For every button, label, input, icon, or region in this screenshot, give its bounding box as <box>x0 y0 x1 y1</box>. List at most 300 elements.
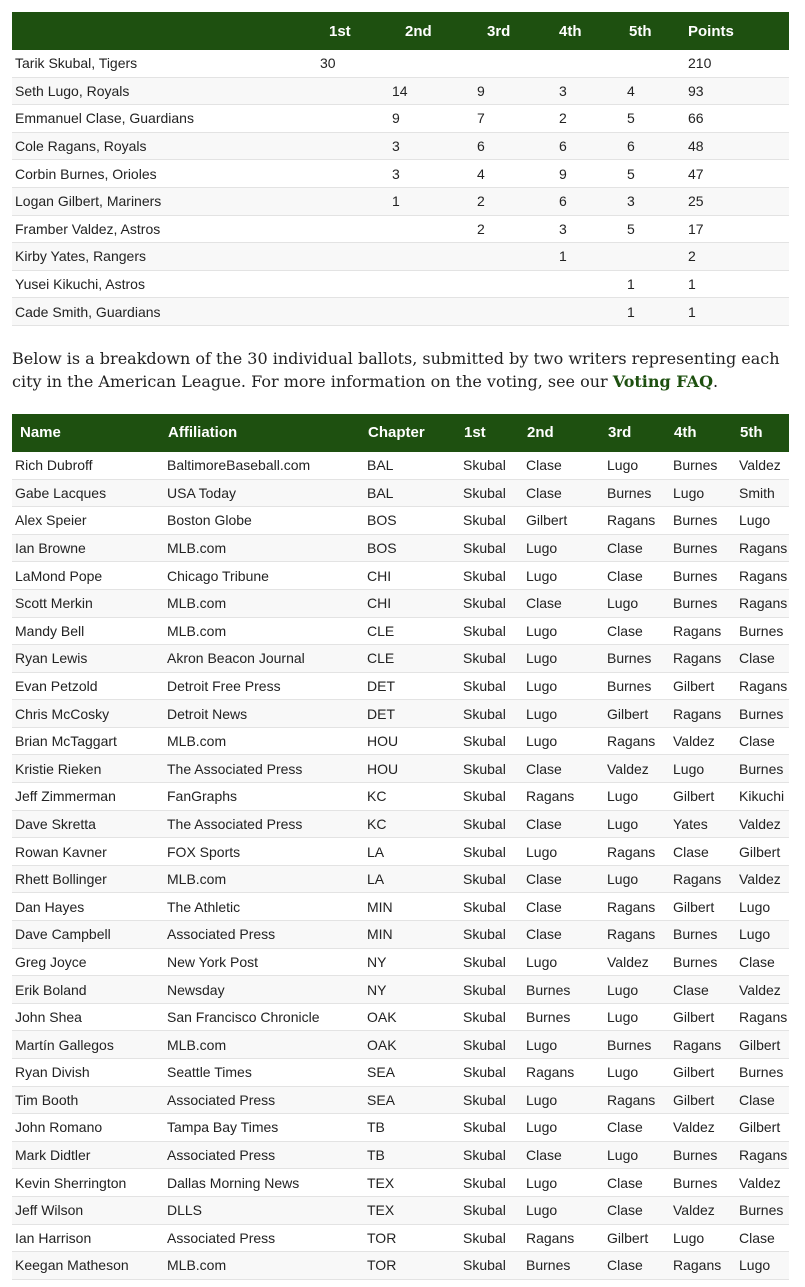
voter-name-cell: Rhett Bollinger <box>12 865 164 893</box>
fifth-place-cell: Burnes <box>736 1196 789 1224</box>
first-place-cell: Skubal <box>460 1003 523 1031</box>
affiliation-cell: FanGraphs <box>164 783 364 811</box>
player-name-cell: Corbin Burnes, Orioles <box>12 160 320 188</box>
vote-count-cell <box>320 187 391 215</box>
chapter-cell: LA <box>364 865 460 893</box>
ballot-row <box>12 783 789 811</box>
voter-name-cell: Chris McCosky <box>12 700 164 728</box>
chapter-cell: NY <box>364 948 460 976</box>
fourth-place-cell: Burnes <box>670 1169 736 1197</box>
fifth-place-cell: Clase <box>736 1224 789 1252</box>
affiliation-cell: Detroit News <box>164 700 364 728</box>
third-place-cell: Lugo <box>604 810 670 838</box>
chapter-cell: SEA <box>364 1086 460 1114</box>
fifth-place-cell: Ragans <box>736 562 789 590</box>
first-place-cell: Skubal <box>460 921 523 949</box>
affiliation-cell: MLB.com <box>164 727 364 755</box>
third-place-cell: Valdez <box>604 948 670 976</box>
fifth-place-cell: Ragans <box>736 1141 789 1169</box>
vote-count-cell: 4 <box>468 160 540 188</box>
vote-count-cell: 1 <box>685 298 789 326</box>
fifth-place-cell: Valdez <box>736 976 789 1004</box>
vote-count-cell: 9 <box>391 105 468 133</box>
third-place-cell: Ragans <box>604 1086 670 1114</box>
vote-count-cell <box>391 243 468 271</box>
second-place-cell: Lugo <box>523 838 604 866</box>
vote-count-cell: 2 <box>468 187 540 215</box>
vote-totals-row <box>12 298 789 326</box>
first-place-cell: Skubal <box>460 1031 523 1059</box>
first-place-cell: Skubal <box>460 479 523 507</box>
fifth-place-cell: Lugo <box>736 921 789 949</box>
player-name-cell: Cade Smith, Guardians <box>12 298 320 326</box>
first-place-cell: Skubal <box>460 1059 523 1087</box>
vote-count-cell: 3 <box>391 132 468 160</box>
fourth-place-cell: Ragans <box>670 645 736 673</box>
affiliation-cell: MLB.com <box>164 589 364 617</box>
second-place-cell: Lugo <box>523 948 604 976</box>
first-place-cell: Skubal <box>460 534 523 562</box>
fifth-place-cell: Clase <box>736 948 789 976</box>
third-place-cell: Clase <box>604 1114 670 1142</box>
fifth-place-cell: Clase <box>736 645 789 673</box>
fourth-place-cell: Burnes <box>670 1141 736 1169</box>
vote-count-cell: 7 <box>468 105 540 133</box>
second-place-cell: Burnes <box>523 976 604 1004</box>
second-place-cell: Lugo <box>523 1031 604 1059</box>
ballot-row <box>12 1252 789 1280</box>
voter-name-cell: Ian Harrison <box>12 1224 164 1252</box>
affiliation-cell: Associated Press <box>164 1224 364 1252</box>
vote-count-cell: 6 <box>540 187 613 215</box>
second-place-cell: Lugo <box>523 562 604 590</box>
chapter-cell: TEX <box>364 1169 460 1197</box>
voter-name-cell: Dave Campbell <box>12 921 164 949</box>
ballot-row <box>12 893 789 921</box>
first-place-cell: Skubal <box>460 1224 523 1252</box>
voter-name-cell: Scott Merkin <box>12 589 164 617</box>
vote-count-cell <box>320 160 391 188</box>
third-place-cell: Gilbert <box>604 1224 670 1252</box>
vote-count-cell <box>468 270 540 298</box>
fourth-place-cell: Burnes <box>670 562 736 590</box>
second-place-cell: Clase <box>523 865 604 893</box>
fourth-place-cell: Lugo <box>670 479 736 507</box>
chapter-cell: MIN <box>364 921 460 949</box>
vote-count-cell: 1 <box>540 243 613 271</box>
first-place-cell: Skubal <box>460 589 523 617</box>
first-place-cell: Skubal <box>460 893 523 921</box>
fifth-place-cell: Ragans <box>736 534 789 562</box>
fourth-place-cell: Lugo <box>670 755 736 783</box>
affiliation-cell: MLB.com <box>164 1252 364 1280</box>
voter-name-cell: Mark Didtler <box>12 1141 164 1169</box>
chapter-cell: NY <box>364 976 460 1004</box>
fifth-place-cell: Gilbert <box>736 838 789 866</box>
affiliation-cell: Associated Press <box>164 1086 364 1114</box>
vote-totals-header-cell: Points <box>688 22 734 40</box>
voter-name-cell: Ian Browne <box>12 534 164 562</box>
vote-count-cell: 1 <box>613 270 685 298</box>
intro-end: . <box>713 371 719 391</box>
affiliation-cell: Akron Beacon Journal <box>164 645 364 673</box>
affiliation-cell: USA Today <box>164 479 364 507</box>
second-place-cell: Clase <box>523 810 604 838</box>
second-place-cell: Lugo <box>523 617 604 645</box>
vote-totals-row <box>12 187 789 215</box>
second-place-cell: Clase <box>523 921 604 949</box>
first-place-cell: Skubal <box>460 700 523 728</box>
first-place-cell: Skubal <box>460 562 523 590</box>
fifth-place-cell: Valdez <box>736 865 789 893</box>
chapter-cell: BOS <box>364 507 460 535</box>
second-place-cell: Lugo <box>523 727 604 755</box>
player-name-cell: Cole Ragans, Royals <box>12 132 320 160</box>
voter-name-cell: Kevin Sherrington <box>12 1169 164 1197</box>
fifth-place-cell: Lugo <box>736 1252 789 1280</box>
fourth-place-cell: Gilbert <box>670 672 736 700</box>
ballot-row <box>12 810 789 838</box>
voter-name-cell: Rich Dubroff <box>12 452 164 479</box>
vote-count-cell: 30 <box>320 50 391 77</box>
fourth-place-cell: Burnes <box>670 921 736 949</box>
fourth-place-cell: Burnes <box>670 507 736 535</box>
ballot-row <box>12 1003 789 1031</box>
ballot-row <box>12 727 789 755</box>
second-place-cell: Burnes <box>523 1252 604 1280</box>
vote-count-cell <box>320 77 391 105</box>
first-place-cell: Skubal <box>460 452 523 479</box>
fifth-place-cell: Burnes <box>736 617 789 645</box>
fourth-place-cell: Lugo <box>670 1224 736 1252</box>
voter-name-cell: Jeff Zimmerman <box>12 783 164 811</box>
second-place-cell: Clase <box>523 1141 604 1169</box>
affiliation-cell: MLB.com <box>164 534 364 562</box>
third-place-cell: Valdez <box>604 755 670 783</box>
vote-count-cell: 3 <box>540 215 613 243</box>
vote-count-cell <box>468 298 540 326</box>
fourth-place-cell: Yates <box>670 810 736 838</box>
second-place-cell: Lugo <box>523 1086 604 1114</box>
ballots-header-cell: Affiliation <box>168 424 238 442</box>
fourth-place-cell: Ragans <box>670 1031 736 1059</box>
voter-name-cell: Greg Joyce <box>12 948 164 976</box>
vote-count-cell <box>320 215 391 243</box>
third-place-cell: Clase <box>604 534 670 562</box>
vote-count-cell: 2 <box>685 243 789 271</box>
vote-count-cell <box>391 298 468 326</box>
player-name-cell: Framber Valdez, Astros <box>12 215 320 243</box>
fourth-place-cell: Ragans <box>670 865 736 893</box>
fourth-place-cell: Ragans <box>670 617 736 645</box>
fifth-place-cell: Clase <box>736 727 789 755</box>
ballot-row <box>12 1196 789 1224</box>
voter-name-cell: Brian McTaggart <box>12 727 164 755</box>
third-place-cell: Lugo <box>604 976 670 1004</box>
voter-name-cell: Tim Booth <box>12 1086 164 1114</box>
second-place-cell: Ragans <box>523 1224 604 1252</box>
individual-ballots-table <box>12 414 789 1280</box>
fourth-place-cell: Clase <box>670 976 736 1004</box>
vote-count-cell <box>468 243 540 271</box>
second-place-cell: Clase <box>523 755 604 783</box>
first-place-cell: Skubal <box>460 810 523 838</box>
chapter-cell: LA <box>364 838 460 866</box>
vote-count-cell <box>391 215 468 243</box>
first-place-cell: Skubal <box>460 1169 523 1197</box>
third-place-cell: Ragans <box>604 727 670 755</box>
vote-totals-row <box>12 105 789 133</box>
vote-count-cell: 47 <box>685 160 789 188</box>
vote-count-cell: 210 <box>685 50 789 77</box>
third-place-cell: Clase <box>604 1196 670 1224</box>
first-place-cell: Skubal <box>460 727 523 755</box>
ballot-row <box>12 976 789 1004</box>
vote-count-cell: 5 <box>613 105 685 133</box>
vote-count-cell: 9 <box>540 160 613 188</box>
second-place-cell: Gilbert <box>523 507 604 535</box>
ballot-row <box>12 672 789 700</box>
fifth-place-cell: Gilbert <box>736 1031 789 1059</box>
chapter-cell: KC <box>364 783 460 811</box>
second-place-cell: Lugo <box>523 1169 604 1197</box>
voter-name-cell: Dave Skretta <box>12 810 164 838</box>
ballots-header-cell: 2nd <box>527 424 554 442</box>
vote-count-cell <box>613 243 685 271</box>
ballot-row <box>12 1169 789 1197</box>
ballot-row <box>12 838 789 866</box>
vote-totals-header-cell: 5th <box>629 22 652 40</box>
affiliation-cell: The Associated Press <box>164 810 364 838</box>
fifth-place-cell: Kikuchi <box>736 783 789 811</box>
voter-name-cell: Mandy Bell <box>12 617 164 645</box>
vote-count-cell: 4 <box>613 77 685 105</box>
third-place-cell: Gilbert <box>604 700 670 728</box>
third-place-cell: Ragans <box>604 507 670 535</box>
third-place-cell: Ragans <box>604 921 670 949</box>
fifth-place-cell: Ragans <box>736 589 789 617</box>
affiliation-cell: MLB.com <box>164 865 364 893</box>
first-place-cell: Skubal <box>460 783 523 811</box>
voter-name-cell: LaMond Pope <box>12 562 164 590</box>
third-place-cell: Ragans <box>604 838 670 866</box>
chapter-cell: TOR <box>364 1224 460 1252</box>
player-name-cell: Seth Lugo, Royals <box>12 77 320 105</box>
vote-count-cell: 3 <box>540 77 613 105</box>
third-place-cell: Lugo <box>604 865 670 893</box>
second-place-cell: Clase <box>523 589 604 617</box>
fourth-place-cell: Burnes <box>670 589 736 617</box>
third-place-cell: Ragans <box>604 893 670 921</box>
chapter-cell: DET <box>364 700 460 728</box>
affiliation-cell: Seattle Times <box>164 1059 364 1087</box>
vote-count-cell <box>540 270 613 298</box>
fourth-place-cell: Gilbert <box>670 1059 736 1087</box>
player-name-cell: Kirby Yates, Rangers <box>12 243 320 271</box>
vote-totals-header-cell: 2nd <box>405 22 432 40</box>
fourth-place-cell: Ragans <box>670 1252 736 1280</box>
chapter-cell: TB <box>364 1114 460 1142</box>
affiliation-cell: Chicago Tribune <box>164 562 364 590</box>
second-place-cell: Clase <box>523 893 604 921</box>
second-place-cell: Ragans <box>523 1059 604 1087</box>
affiliation-cell: Tampa Bay Times <box>164 1114 364 1142</box>
first-place-cell: Skubal <box>460 507 523 535</box>
vote-count-cell <box>320 243 391 271</box>
first-place-cell: Skubal <box>460 1196 523 1224</box>
affiliation-cell: MLB.com <box>164 1031 364 1059</box>
player-name-cell: Tarik Skubal, Tigers <box>12 50 320 77</box>
fourth-place-cell: Valdez <box>670 727 736 755</box>
second-place-cell: Lugo <box>523 672 604 700</box>
fifth-place-cell: Burnes <box>736 755 789 783</box>
ballot-row <box>12 617 789 645</box>
fourth-place-cell: Burnes <box>670 452 736 479</box>
chapter-cell: HOU <box>364 755 460 783</box>
ballots-header-cell: Chapter <box>368 424 425 442</box>
first-place-cell: Skubal <box>460 838 523 866</box>
vote-count-cell: 1 <box>685 270 789 298</box>
vote-count-cell <box>320 132 391 160</box>
ballots-header-cell: 5th <box>740 424 763 442</box>
vote-count-cell <box>540 50 613 77</box>
voter-name-cell: Alex Speier <box>12 507 164 535</box>
vote-count-cell: 2 <box>540 105 613 133</box>
affiliation-cell: Associated Press <box>164 921 364 949</box>
third-place-cell: Lugo <box>604 1003 670 1031</box>
first-place-cell: Skubal <box>460 617 523 645</box>
voting-faq-link[interactable]: Voting FAQ <box>612 371 714 391</box>
ballots-header-cell: Name <box>20 424 61 442</box>
affiliation-cell: Associated Press <box>164 1141 364 1169</box>
second-place-cell: Clase <box>523 452 604 479</box>
fifth-place-cell: Valdez <box>736 810 789 838</box>
vote-totals-header-cell <box>12 12 320 50</box>
voter-name-cell: Erik Boland <box>12 976 164 1004</box>
third-place-cell: Burnes <box>604 672 670 700</box>
vote-count-cell: 48 <box>685 132 789 160</box>
affiliation-cell: Newsday <box>164 976 364 1004</box>
vote-count-cell: 6 <box>540 132 613 160</box>
player-name-cell: Emmanuel Clase, Guardians <box>12 105 320 133</box>
first-place-cell: Skubal <box>460 1086 523 1114</box>
third-place-cell: Lugo <box>604 452 670 479</box>
fourth-place-cell: Gilbert <box>670 1086 736 1114</box>
chapter-cell: BAL <box>364 479 460 507</box>
first-place-cell: Skubal <box>460 645 523 673</box>
fifth-place-cell: Burnes <box>736 700 789 728</box>
affiliation-cell: FOX Sports <box>164 838 364 866</box>
vote-count-cell: 5 <box>613 160 685 188</box>
first-place-cell: Skubal <box>460 1114 523 1142</box>
voter-name-cell: Ryan Lewis <box>12 645 164 673</box>
affiliation-cell: DLLS <box>164 1196 364 1224</box>
vote-count-cell: 1 <box>613 298 685 326</box>
second-place-cell: Lugo <box>523 645 604 673</box>
vote-totals-header-row <box>12 12 789 50</box>
voter-name-cell: Keegan Matheson <box>12 1252 164 1280</box>
ballot-row <box>12 534 789 562</box>
vote-totals-row <box>12 160 789 188</box>
ballot-row <box>12 921 789 949</box>
affiliation-cell: MLB.com <box>164 617 364 645</box>
ballot-row <box>12 948 789 976</box>
first-place-cell: Skubal <box>460 1141 523 1169</box>
chapter-cell: BOS <box>364 534 460 562</box>
fourth-place-cell: Clase <box>670 838 736 866</box>
chapter-cell: OAK <box>364 1003 460 1031</box>
fourth-place-cell: Gilbert <box>670 1003 736 1031</box>
ballot-row <box>12 452 789 479</box>
voter-name-cell: Gabe Lacques <box>12 479 164 507</box>
vote-totals-header-cell: 3rd <box>487 22 511 40</box>
fourth-place-cell: Burnes <box>670 534 736 562</box>
chapter-cell: CLE <box>364 645 460 673</box>
fourth-place-cell: Gilbert <box>670 893 736 921</box>
fifth-place-cell: Smith <box>736 479 789 507</box>
player-name-cell: Yusei Kikuchi, Astros <box>12 270 320 298</box>
ballot-row <box>12 1086 789 1114</box>
chapter-cell: OAK <box>364 1031 460 1059</box>
affiliation-cell: New York Post <box>164 948 364 976</box>
vote-count-cell <box>468 50 540 77</box>
chapter-cell: DET <box>364 672 460 700</box>
vote-count-cell: 6 <box>468 132 540 160</box>
first-place-cell: Skubal <box>460 755 523 783</box>
third-place-cell: Lugo <box>604 1141 670 1169</box>
affiliation-cell: San Francisco Chronicle <box>164 1003 364 1031</box>
vote-totals-row <box>12 77 789 105</box>
first-place-cell: Skubal <box>460 672 523 700</box>
third-place-cell: Clase <box>604 1252 670 1280</box>
affiliation-cell: Detroit Free Press <box>164 672 364 700</box>
fifth-place-cell: Valdez <box>736 452 789 479</box>
chapter-cell: TB <box>364 1141 460 1169</box>
vote-count-cell: 3 <box>391 160 468 188</box>
fifth-place-cell: Lugo <box>736 507 789 535</box>
second-place-cell: Lugo <box>523 534 604 562</box>
second-place-cell: Lugo <box>523 1196 604 1224</box>
fifth-place-cell: Clase <box>736 1086 789 1114</box>
fifth-place-cell: Ragans <box>736 1003 789 1031</box>
vote-count-cell <box>613 50 685 77</box>
vote-count-cell: 66 <box>685 105 789 133</box>
ballot-row <box>12 1114 789 1142</box>
vote-count-cell: 3 <box>613 187 685 215</box>
ballot-row <box>12 479 789 507</box>
player-name-cell: Logan Gilbert, Mariners <box>12 187 320 215</box>
ballots-header-cell: 3rd <box>608 424 632 442</box>
fourth-place-cell: Ragans <box>670 700 736 728</box>
third-place-cell: Clase <box>604 1169 670 1197</box>
vote-totals-header-cell: 1st <box>329 22 351 40</box>
fourth-place-cell: Gilbert <box>670 783 736 811</box>
ballot-row <box>12 700 789 728</box>
vote-count-cell <box>320 298 391 326</box>
ballot-row <box>12 865 789 893</box>
fourth-place-cell: Valdez <box>670 1196 736 1224</box>
second-place-cell: Burnes <box>523 1003 604 1031</box>
ballots-header-cell: 1st <box>464 424 486 442</box>
chapter-cell: CHI <box>364 562 460 590</box>
vote-count-cell: 6 <box>613 132 685 160</box>
chapter-cell: MIN <box>364 893 460 921</box>
chapter-cell: SEA <box>364 1059 460 1087</box>
vote-totals-row <box>12 215 789 243</box>
ballot-row <box>12 562 789 590</box>
vote-count-cell <box>391 270 468 298</box>
chapter-cell: CLE <box>364 617 460 645</box>
